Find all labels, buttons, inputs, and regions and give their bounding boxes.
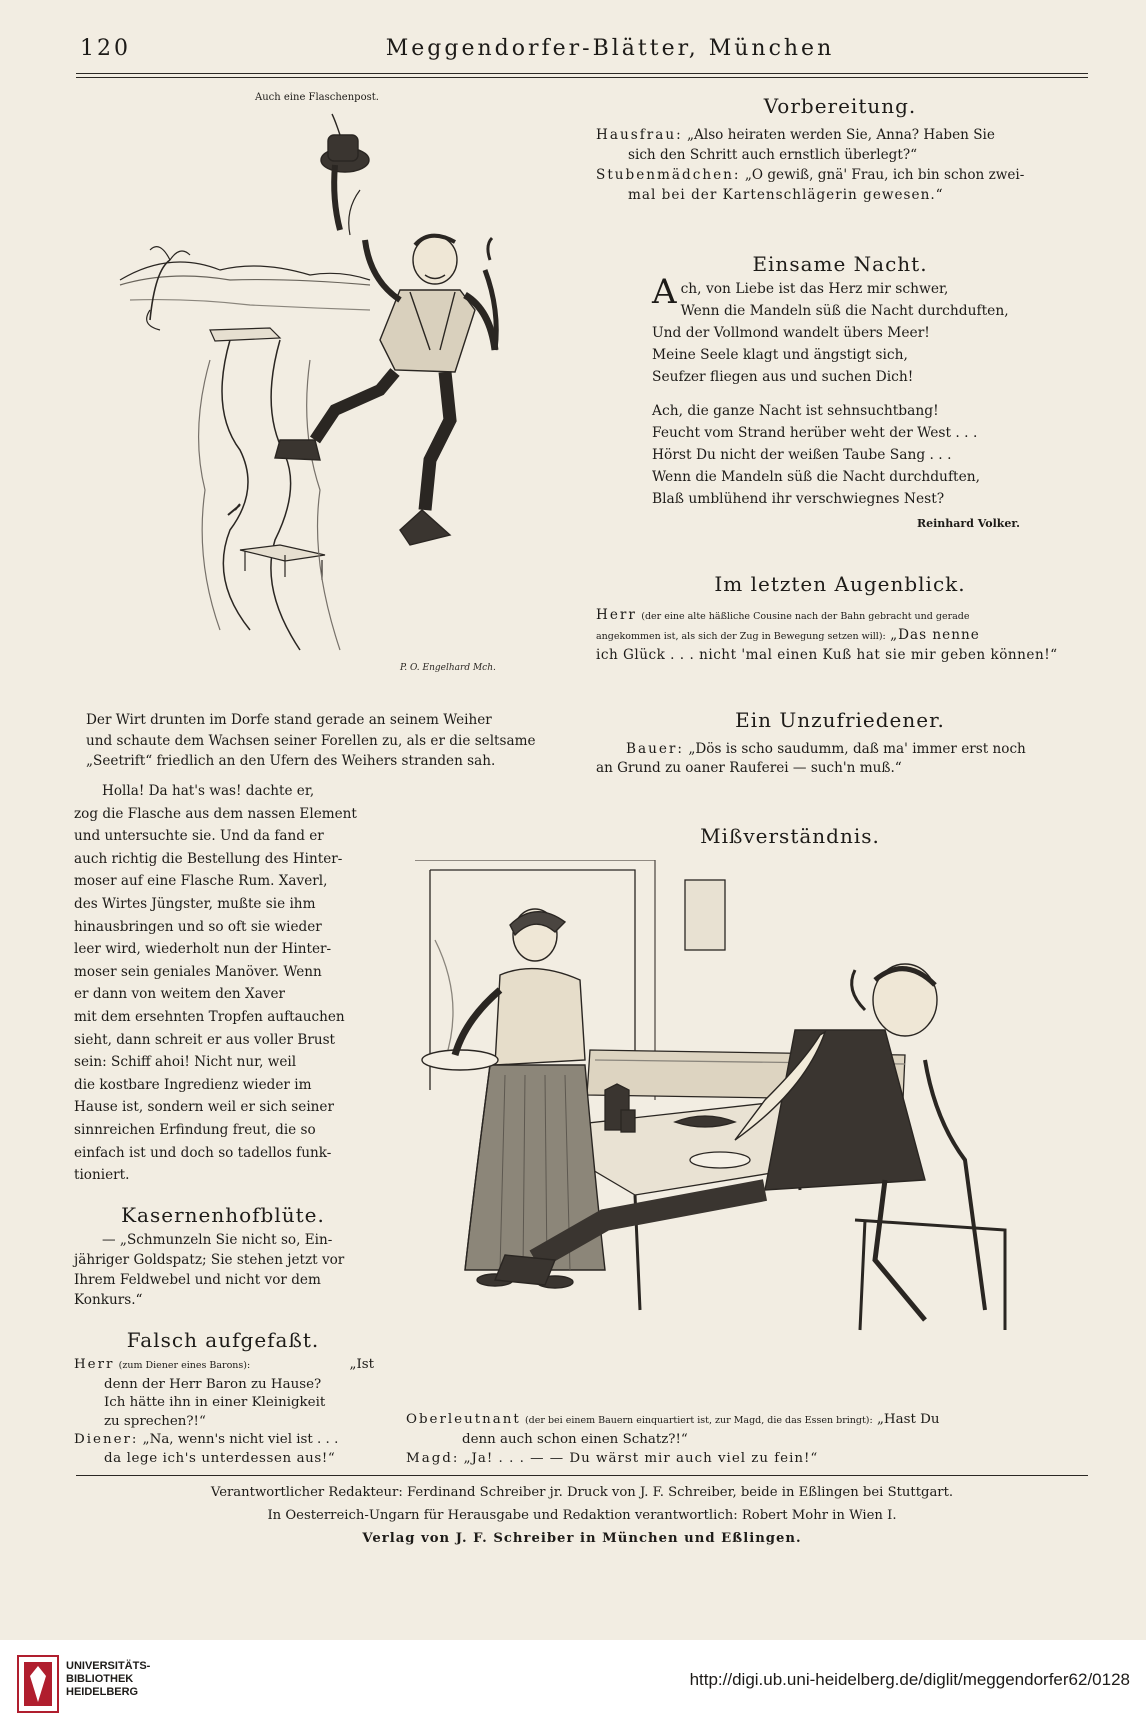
speaker-herr-falsch: Herr: [74, 1357, 115, 1372]
imprint-rule: [76, 1475, 1088, 1476]
kasernen-line: — „Schmunzeln Sie nicht so, Ein-: [102, 1232, 333, 1248]
kasernen-text: [74, 1230, 372, 1310]
speaker-oberleutnant: Oberleutnant: [406, 1412, 521, 1427]
story-line: einfach ist und doch so tadellos funk-: [74, 1144, 332, 1161]
kasernen-line: jähriger Goldspatz; Sie stehen jetzt vor: [74, 1252, 345, 1268]
poem-line: Wenn die Mandeln süß die Nacht durchduften,: [652, 469, 981, 485]
imprint-line: In Oesterreich-Ungarn für Herausgabe und Redaktion verantwortlich: Robert Mohr in Wien I.: [267, 1508, 897, 1523]
story-line: und schaute dem Wachsen seiner Forellen zu, als er die seltsame: [86, 732, 536, 749]
falsch-line: Ich hätte ihn in einer Kleinigkeit: [104, 1395, 326, 1410]
story-line: tioniert.: [74, 1167, 130, 1184]
poem-line: Meine Seele klagt und ängstigt sich,: [652, 347, 908, 363]
drop-cap: A: [652, 272, 677, 312]
letzten-quote-b: ich Glück . . . nicht 'mal einen Kuß hat sie mir geben können!“: [596, 647, 1058, 663]
story-line: des Wirtes Jüngster, mußte sie ihm: [74, 895, 316, 912]
story-line: „Seetrift“ friedlich an den Ufern des Weihers stranden sah.: [86, 753, 496, 769]
imprint: [76, 1481, 1088, 1550]
unzufrieden-text: [596, 740, 1086, 778]
falsch-line2-cont: da lege ich's unterdessen aus!“: [104, 1450, 336, 1466]
poem-line: Feucht vom Strand herüber weht der West . . .: [652, 425, 978, 441]
university-seal-icon: [16, 1654, 60, 1714]
missverst-text: [406, 1410, 1086, 1468]
missverst-line1: „Hast Du: [876, 1412, 940, 1427]
story-line: die kostbare Ingredienz wieder im: [74, 1076, 312, 1093]
vorbereitung-line2: „O gewiß, gnä' Frau, ich bin schon zwei-: [744, 167, 1025, 183]
speaker-diener: Diener:: [74, 1432, 139, 1447]
poem-einsame-nacht: [652, 272, 1082, 510]
kasernen-line: Ihrem Feldwebel und nicht vor dem: [74, 1272, 321, 1288]
unzufrieden-line-cont: an Grund zu oaner Rauferei — such'n muß.“: [596, 760, 902, 776]
imprint-line: Verlag von J. F. Schreiber in München und Eßlingen.: [362, 1531, 802, 1546]
header-rule-2: [76, 77, 1088, 78]
story-line: er dann von weitem den Xaver: [74, 986, 286, 1003]
vorbereitung-dialogue: [596, 125, 1086, 205]
story-line: sinnreichen Erfindung freut, die so: [74, 1121, 316, 1138]
title-missverstaendnis: Mißverständnis.: [700, 824, 880, 848]
story-line: sieht, dann schreit er aus voller Brust: [74, 1031, 336, 1048]
story-line: Hause ist, sondern weil er sich seiner: [74, 1099, 334, 1116]
story-line: zog die Flasche aus dem nassen Element: [74, 805, 357, 822]
title-einsame-nacht: Einsame Nacht.: [752, 252, 928, 276]
story-line: und untersuchte sie. Und da fand er: [74, 828, 324, 845]
letzten-text: [596, 606, 1086, 664]
poem-line: Seufzer fliegen aus und suchen Dich!: [652, 369, 914, 385]
poem-line: Blaß umblühend ihr verschwiegnes Nest?: [652, 491, 945, 507]
story-line: moser sein geniales Manöver. Wenn: [74, 963, 322, 980]
vorbereitung-line2-cont: mal bei der Kartenschlägerin gewesen.“: [628, 187, 944, 203]
illustration-dancing-man: [110, 110, 590, 690]
library-name: [66, 1660, 150, 1699]
poem-line: Hörst Du nicht der weißen Taube Sang . . .: [652, 447, 952, 463]
running-title: Meggendorfer-Blätter, München: [385, 36, 835, 61]
story-line: auch richtig die Bestellung des Hinter-: [74, 850, 343, 867]
falsch-line: denn der Herr Baron zu Hause?: [104, 1376, 322, 1392]
poem-line: ch, von Liebe ist das Herz mir schwer,: [680, 281, 949, 297]
falsch-quote: „Ist: [349, 1357, 374, 1372]
story-line: mit dem ersehnten Tropfen auftauchen: [74, 1008, 345, 1025]
library-line: HEIDELBERG: [66, 1686, 139, 1698]
story-line: leer wird, wiederholt nun der Hinter-: [74, 941, 332, 958]
speaker-bauer: Bauer:: [626, 741, 684, 757]
story-line: Holla! Da hat's was! dachte er,: [102, 783, 315, 799]
poem-line: Und der Vollmond wandelt übers Meer!: [652, 325, 930, 341]
page-number: 120: [80, 36, 131, 61]
missverst-note: (der bei einem Bauern einquartiert ist, zur Magd, die das Essen bringt):: [524, 1415, 873, 1426]
illustration-signature: P. O. Engelhard Mch.: [400, 663, 496, 673]
letzten-note: (der eine alte häßliche Cousine nach der Bahn gebracht und gerade: [641, 611, 970, 622]
header-rule: [76, 73, 1088, 74]
figure-caption: Auch eine Flaschenpost.: [255, 92, 379, 103]
speaker-hausfrau: Hausfrau:: [596, 127, 683, 143]
unzufrieden-line: „Dös is scho saudumm, daß ma' immer erst noch: [688, 741, 1026, 757]
poem-line: Ach, die ganze Nacht ist sehnsuchtbang!: [652, 403, 939, 419]
wirt-story-paragraph: [74, 780, 372, 1187]
library-line: BIBLIOTHEK: [66, 1673, 134, 1685]
vorbereitung-line1-cont: sich den Schritt auch ernstlich überlegt?“: [628, 147, 918, 163]
falsch-line: zu sprechen?!“: [104, 1413, 206, 1429]
missverst-line2: „Ja! . . . — — Du wärst mir auch viel zu fein!“: [463, 1451, 819, 1466]
story-line: sein: Schiff ahoi! Nicht nur, weil: [74, 1054, 297, 1071]
poem-line: Wenn die Mandeln süß die Nacht durchduften,: [680, 303, 1009, 319]
poem-author: Reinhard Volker.: [916, 517, 1020, 530]
title-im-letzten-augenblick: Im letzten Augenblick.: [714, 572, 966, 596]
library-footer: [0, 1640, 1146, 1728]
speaker-stubenmaedchen: Stubenmädchen:: [596, 167, 741, 183]
kasernen-line: Konkurs.“: [74, 1292, 143, 1308]
story-line: Der Wirt drunten im Dorfe stand gerade an seinem Weiher: [86, 712, 492, 728]
falsch-note: (zum Diener eines Barons):: [118, 1360, 251, 1371]
title-ein-unzufriedener: Ein Unzufriedener.: [735, 708, 945, 732]
title-kasernenhofbluete: Kasernenhofblüte.: [121, 1203, 325, 1227]
vorbereitung-line1: „Also heiraten werden Sie, Anna? Haben Sie: [687, 127, 995, 143]
source-url-link[interactable]: http://digi.ub.uni-heidelberg.de/diglit/meggendorfer62/0128: [689, 1670, 1130, 1689]
title-vorbereitung: Vorbereitung.: [763, 94, 917, 118]
falsch-text: [74, 1356, 374, 1468]
missverst-line1-cont: denn auch schon einen Schatz?!“: [462, 1432, 688, 1447]
story-line: moser auf eine Flasche Rum. Xaverl,: [74, 873, 328, 890]
story-line: hinausbringen und so oft sie wieder: [74, 918, 322, 935]
imprint-line: Verantwortlicher Redakteur: Ferdinand Schreiber jr. Druck von J. F. Schreiber, beide in Eßlingen bei Stuttgart.: [210, 1485, 954, 1500]
wirt-story-lead: [86, 710, 572, 772]
library-line: UNIVERSITÄTS-: [66, 1660, 151, 1672]
title-falsch-aufgefasst: Falsch aufgefaßt.: [126, 1328, 320, 1352]
speaker-magd: Magd:: [406, 1451, 460, 1466]
letzten-quote-a: „Das nenne: [890, 627, 980, 643]
falsch-line2: „Na, wenn's nicht viel ist . . .: [142, 1432, 339, 1447]
speaker-herr: Herr: [596, 607, 637, 623]
letzten-note-cont: angekommen ist, als sich der Zug in Bewegung setzen will):: [596, 631, 886, 642]
illustration-officer-and-maid: [405, 860, 1085, 1360]
